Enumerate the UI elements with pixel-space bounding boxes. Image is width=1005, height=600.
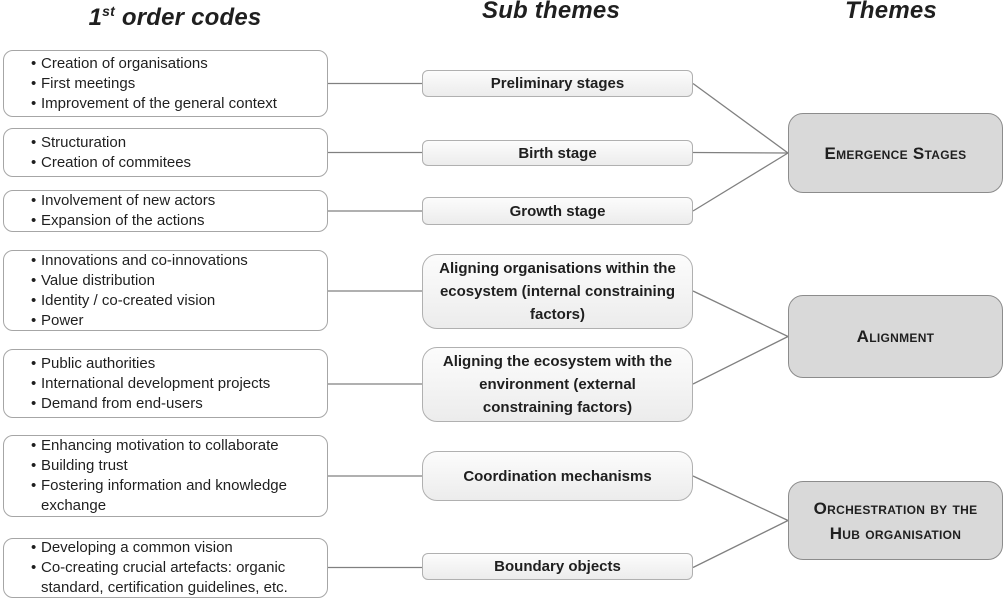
subtheme-box-growth-stage: Growth stage — [422, 197, 693, 225]
code-box-internal-alignment — [3, 250, 328, 331]
code-list — [4, 538, 327, 598]
subtheme-box-coordination-mechanisms: Coordination mechanisms — [422, 451, 693, 501]
code-item: • Expansion of the actions — [4, 211, 327, 231]
column-header-first-order-codes — [30, 0, 320, 34]
theme-box-emergence-stages: Emergence Stages — [788, 113, 1003, 193]
code-item: • Demand from end-users — [4, 394, 327, 414]
code-item: • Structuration — [4, 133, 327, 153]
header-text: order codes — [114, 4, 262, 31]
subtheme-box-birth-stage: Birth stage — [422, 140, 693, 166]
code-item: • Public authorities — [4, 354, 327, 374]
connector-line — [693, 153, 788, 211]
connector-line — [693, 153, 788, 154]
code-item: • Enhancing motivation to collaborate — [4, 436, 327, 456]
code-box-growth — [3, 190, 328, 232]
code-item: • Identity / co-created vision — [4, 291, 327, 311]
code-list — [4, 191, 327, 231]
code-item: • International development projects — [4, 374, 327, 394]
header-text: 1 — [88, 4, 103, 31]
code-box-birth — [3, 128, 328, 177]
code-item: • Involvement of new actors — [4, 191, 327, 211]
column-header-themes: Themes — [845, 0, 937, 24]
code-list — [4, 251, 327, 331]
code-box-external-alignment — [3, 349, 328, 418]
connector-line — [693, 84, 788, 154]
code-item: • Co-creating crucial artefacts: organic standard, certification guidelines, etc. — [4, 558, 327, 598]
code-list — [4, 436, 327, 516]
code-item: • Developing a common vision — [4, 538, 327, 558]
connector-line — [693, 337, 788, 385]
code-list — [4, 133, 327, 173]
theme-box-orchestration: Orchestration by the Hub organisation — [788, 481, 1003, 560]
connector-line — [693, 476, 788, 521]
subtheme-box-aligning-external: Aligning the ecosystem with the environment (external constraining factors) — [422, 347, 693, 422]
connector-line — [693, 291, 788, 337]
code-list — [4, 354, 327, 414]
subtheme-box-preliminary-stages: Preliminary stages — [422, 70, 693, 97]
code-item: • Improvement of the general context — [4, 94, 327, 114]
code-box-boundary — [3, 538, 328, 598]
code-box-coordination — [3, 435, 328, 517]
theme-box-alignment: Alignment — [788, 295, 1003, 378]
subtheme-box-aligning-internal: Aligning organisations within the ecosystem (internal constraining factors) — [422, 254, 693, 329]
code-item: • First meetings — [4, 74, 327, 94]
connector-line — [693, 521, 788, 568]
code-item: • Power — [4, 311, 327, 331]
column-header-sub-themes: Sub themes — [481, 0, 621, 24]
code-list — [4, 54, 327, 114]
code-item: • Creation of commitees — [4, 153, 327, 173]
subtheme-box-boundary-objects: Boundary objects — [422, 553, 693, 580]
code-item: • Innovations and co-innovations — [4, 251, 327, 271]
code-item: • Creation of organisations — [4, 54, 327, 74]
header-superscript: st — [102, 3, 115, 19]
code-item: • Building trust — [4, 456, 327, 476]
code-item: • Fostering information and knowledge exchange — [4, 476, 327, 516]
code-box-preliminary — [3, 50, 328, 117]
code-item: • Value distribution — [4, 271, 327, 291]
